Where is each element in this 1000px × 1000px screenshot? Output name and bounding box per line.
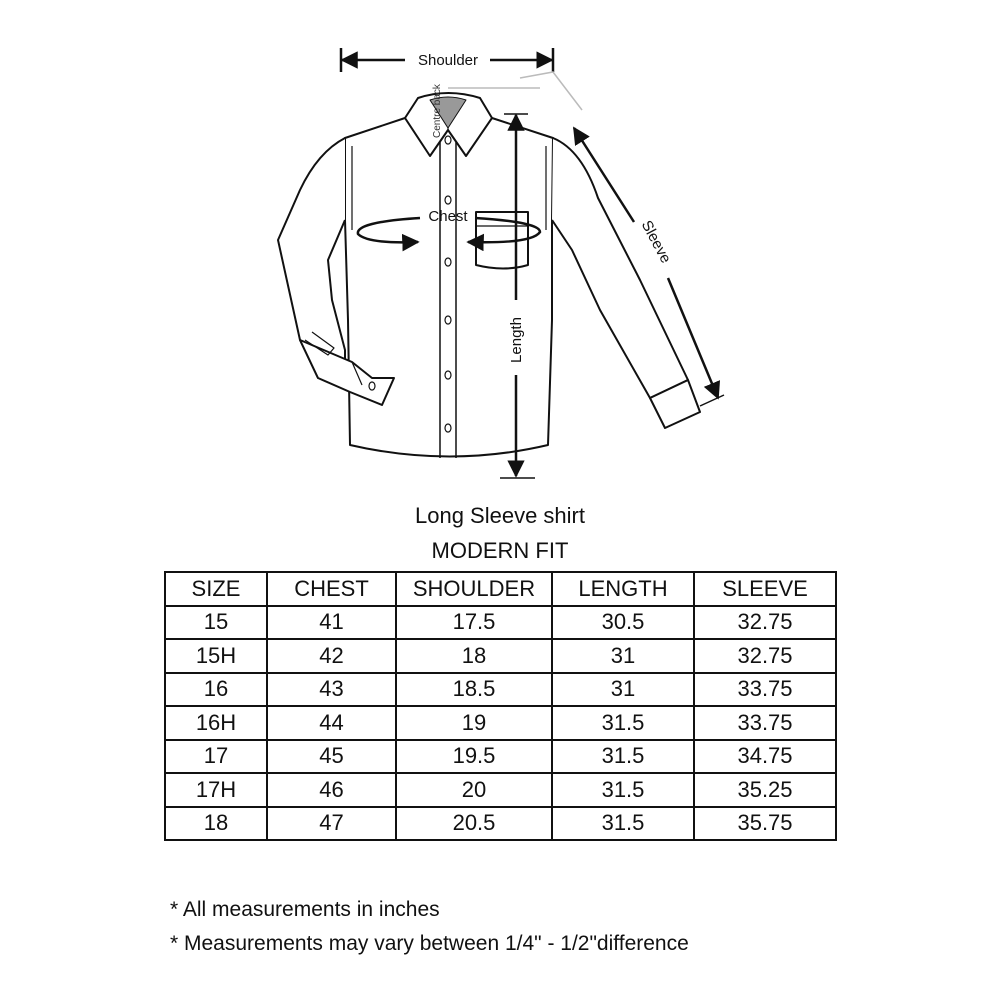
chart-title: Long Sleeve shirt [415,503,585,528]
table-row [165,706,836,740]
cell-size: 15 [165,606,267,640]
cell-sleeve: 35.75 [694,807,836,841]
cell-sleeve: 32.75 [694,606,836,640]
table-row [165,639,836,673]
header-chest: CHEST [267,572,396,606]
fit-subtitle: MODERN FIT [431,538,569,563]
table-header-row [165,572,836,606]
centre-back-label: Centre back [432,84,443,138]
length-label: Length [508,317,525,363]
header-shoulder: SHOULDER [396,572,552,606]
cell-chest: 45 [267,740,396,774]
cell-sleeve: 33.75 [694,673,836,707]
size-table [164,571,837,841]
cell-chest: 47 [267,807,396,841]
cell-sleeve: 32.75 [694,639,836,673]
cell-sleeve: 33.75 [694,706,836,740]
cell-sleeve: 35.25 [694,773,836,807]
shirt-outline [278,93,700,458]
cell-length: 30.5 [552,606,694,640]
header-sleeve: SLEEVE [694,572,836,606]
cell-shoulder: 20.5 [396,807,552,841]
cell-size: 16 [165,673,267,707]
cell-length: 31.5 [552,740,694,774]
cell-length: 31 [552,639,694,673]
cell-shoulder: 19 [396,706,552,740]
cell-chest: 46 [267,773,396,807]
sleeve-label: Sleeve [637,217,675,267]
cell-size: 18 [165,807,267,841]
cell-length: 31 [552,673,694,707]
cell-size: 16H [165,706,267,740]
table-row [165,807,836,841]
table-row [165,606,836,640]
table-row [165,673,836,707]
cell-shoulder: 18 [396,639,552,673]
cell-length: 31.5 [552,773,694,807]
cell-chest: 42 [267,639,396,673]
variance-note: * Measurements may vary between 1/4" - 1/2"difference [170,932,689,955]
cell-size: 15H [165,639,267,673]
table-row [165,740,836,774]
header-length: LENGTH [552,572,694,606]
cell-sleeve: 34.75 [694,740,836,774]
cell-shoulder: 19.5 [396,740,552,774]
cell-size: 17H [165,773,267,807]
cell-chest: 44 [267,706,396,740]
header-size: SIZE [165,572,267,606]
cell-shoulder: 20 [396,773,552,807]
cell-chest: 41 [267,606,396,640]
cell-shoulder: 18.5 [396,673,552,707]
cell-length: 31.5 [552,807,694,841]
table-row [165,773,836,807]
cell-chest: 43 [267,673,396,707]
cell-length: 31.5 [552,706,694,740]
cell-size: 17 [165,740,267,774]
units-note: * All measurements in inches [170,898,440,921]
chest-label: Chest [428,208,468,225]
cell-shoulder: 17.5 [396,606,552,640]
shoulder-label: Shoulder [417,52,479,69]
